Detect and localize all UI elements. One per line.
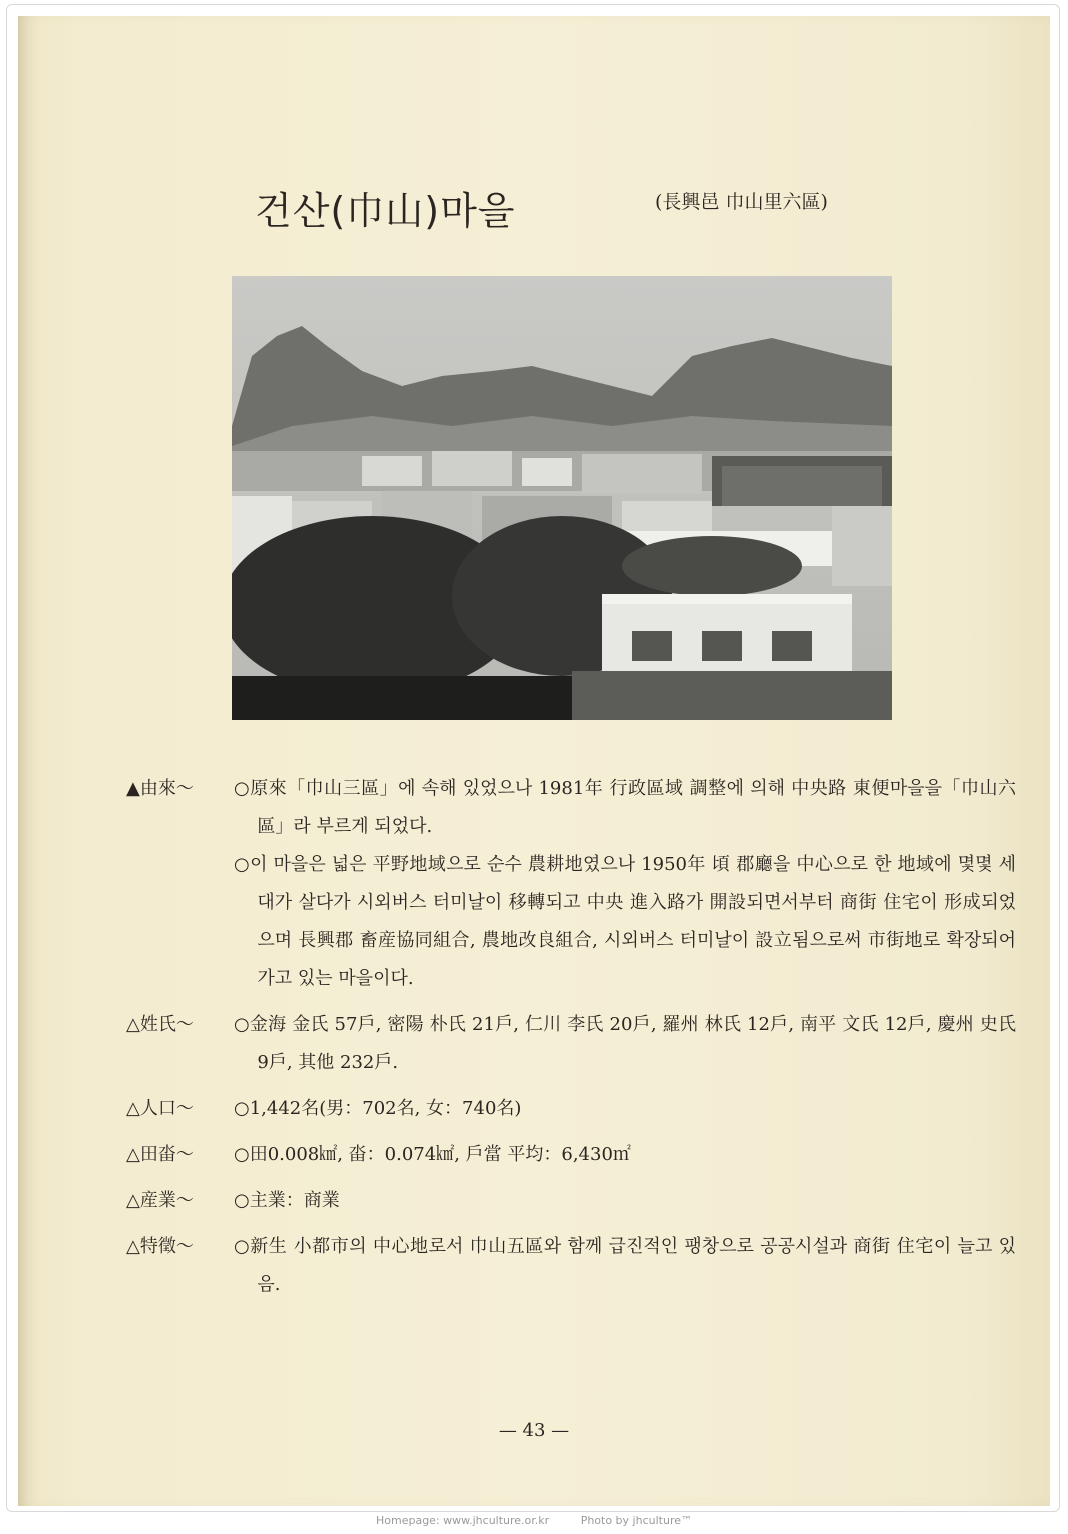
section-population: [126, 1090, 1016, 1128]
section-farmland: [126, 1136, 1016, 1174]
paragraph: ○田0.008㎢, 畓：0.074㎢, 戶當 平均：6,430㎡: [234, 1144, 631, 1165]
section-label: △姓氏～: [126, 1014, 194, 1035]
photo-credit: Photo by jhculture™: [580, 1514, 692, 1527]
section-label: △特徵～: [126, 1236, 194, 1257]
section-label: △人口～: [126, 1098, 194, 1119]
village-photo: [232, 276, 892, 720]
paragraph: ○主業：商業: [234, 1190, 340, 1211]
footer: [0, 1514, 1068, 1527]
description-body: [126, 770, 1016, 1312]
section-label: △田畓～: [126, 1144, 194, 1165]
paragraph: ○原來「巾山三區」에 속해 있었으나 1981年 行政區域 調整에 의해 中央路 東便마을을「巾山六區」라 부르게 되었다.: [234, 778, 1016, 837]
section-label: ▲由來～: [126, 778, 194, 799]
village-photo-icon: [232, 276, 892, 720]
paragraph: ○金海 金氏 57戶, 密陽 朴氏 21戶, 仁川 李氏 20戶, 羅州 林氏 12戶, 南平 文氏 12戶, 慶州 史氏 9戶, 其他 232戶.: [234, 1014, 1016, 1073]
page-number: — 43 —: [498, 1420, 570, 1441]
section-surnames: [126, 1006, 1016, 1082]
paragraph: ○이 마을은 넓은 平野地域으로 순수 農耕地였으나 1950年 頃 郡廳을 中心으로 한 地域에 몇몇 세대가 살다가 시외버스 터미날이 移轉되고 中央 進入路가 開設되면서부터 商街 住宅이 形成되었으며 長興郡 畜産協同組合, 農地改良組合, 시외버스 터미날이 設立됨으로써 市街地로 확장되어 가고 있는 마을이다.: [234, 854, 1016, 989]
section-features: [126, 1228, 1016, 1304]
paragraph: ○新生 小都市의 中心地로서 巾山五區와 함께 급진적인 팽창으로 공공시설과 商街 住宅이 늘고 있음.: [234, 1236, 1016, 1295]
homepage-link[interactable]: Homepage: www.jhculture.or.kr: [375, 1514, 550, 1527]
location-subtitle: (長興邑 巾山里六區): [655, 191, 828, 213]
paragraph: ○1,442名(男：702名, 女：740名): [234, 1098, 522, 1119]
section-label: △産業～: [126, 1190, 194, 1211]
section-origin: [126, 770, 1016, 998]
page-title: 건산(巾山)마을: [255, 189, 516, 233]
section-industry: [126, 1182, 1016, 1220]
